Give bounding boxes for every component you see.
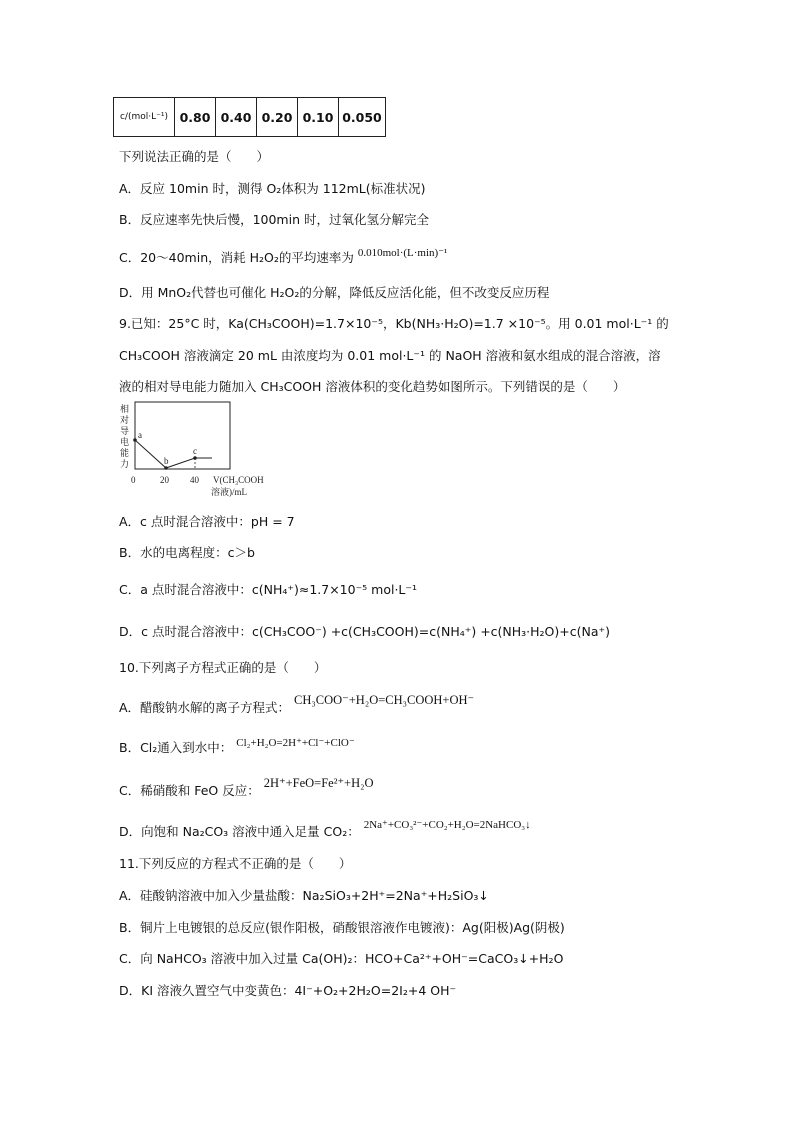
q10-option-a-formula: CH₃COO⁻+H₂O=CH₃COOH+OH⁻ [294, 693, 475, 707]
table-cell: 0.80 [175, 98, 216, 137]
table-row [114, 98, 386, 137]
graph-tick-20: 20 [160, 475, 169, 485]
q10-option-b-text: B．Cl₂通入到水中： [119, 740, 233, 755]
table-header-cell: c/(mol·L⁻¹) [114, 98, 175, 137]
q9-stem-line1: 9.已知：25°C 时，Ka(CH₃COOH)=1.7×10⁻⁵，Kb(NH₃·H₂O)=1.7 ×10⁻⁵。用 0.01 mol·L⁻¹ 的 [119, 316, 669, 331]
q11-option-a: A．硅酸钠溶液中加入少量盐酸：Na₂SiO₃+2H⁺=2Na⁺+H₂SiO₃↓ [119, 888, 489, 903]
q11-option-b: B．铜片上电镀银的总反应(银作阳极，硝酸银溶液作电镀液)：Ag(阳极)Ag(阴极) [119, 920, 565, 935]
graph-curve [135, 440, 212, 468]
q8-option-c-formula: 0.010mol·(L·min)⁻¹ [357, 247, 448, 259]
table-cell: 0.20 [257, 98, 298, 137]
q8-option-a: A．反应 10min 时，测得 O₂体积为 112mL(标准状况) [119, 181, 426, 196]
q9-option-c: C．a 点时混合溶液中：c(NH₄⁺)≈1.7×10⁻⁵ mol·L⁻¹ [119, 582, 418, 597]
q10-option-b-formula: Cl₂+H₂O=2H⁺+Cl⁻+ClO⁻ [236, 737, 355, 749]
q10-option-b [119, 738, 355, 756]
q8-option-d: D．用 MnO₂代替也可催化 H₂O₂的分解，降低反应活化能，但不改变反应历程 [119, 285, 550, 300]
graph-ylabel-char: 对 [120, 415, 130, 425]
graph-point-c [193, 456, 197, 460]
q9-stem-line2: CH₃COOH 溶液滴定 20 mL 由浓度均为 0.01 mol·L⁻¹ 的 NaOH 溶液和氨水组成的混合溶液，溶 [119, 348, 661, 363]
q11-stem: 11.下列反应的方程式不正确的是（ ） [119, 856, 352, 871]
q8-option-c [119, 248, 447, 266]
q10-stem: 10.下列离子方程式正确的是（ ） [119, 660, 327, 675]
q8-option-b: B．反应速率先快后慢，100min 时，过氧化氢分解完全 [119, 212, 429, 227]
graph-label-c: c [193, 446, 197, 456]
q9-option-a: A．c 点时混合溶液中：pH = 7 [119, 514, 295, 529]
table-cell: 0.050 [339, 98, 386, 137]
table-cell: 0.10 [298, 98, 339, 137]
q10-option-d-text: D．向饱和 Na₂CO₃ 溶液中通入足量 CO₂： [119, 824, 360, 839]
q9-stem-line3: 液的相对导电能力随加入 CH₃COOH 溶液体积的变化趋势如图所示。下列错误的是（ ） [119, 379, 626, 394]
q10-option-a-text: A．醋酸钠水解的离子方程式： [119, 700, 291, 715]
graph-ylabel-char: 相 [120, 404, 130, 414]
q9-option-b: B．水的电离程度：c＞b [119, 545, 255, 560]
q11-option-d: D．KI 溶液久置空气中变黄色：4I⁻+O₂+2H₂O=2I₂+4 OH⁻ [119, 983, 457, 998]
graph-tick-40: 40 [190, 475, 199, 485]
q10-option-d [119, 819, 531, 840]
graph-tick-0: 0 [131, 475, 136, 485]
q9-option-d: D．c 点时混合溶液中：c(CH₃COO⁻) +c(CH₃COOH)=c(NH₄⁺) +c(NH₃·H₂O)+c(Na⁺) [119, 624, 610, 639]
graph-ylabel-char: 导 [120, 426, 130, 436]
graph-frame [135, 402, 230, 469]
concentration-table [113, 97, 386, 137]
q8-stem: 下列说法正确的是（ ） [119, 149, 270, 164]
graph-label-b: b [164, 456, 169, 466]
graph-ylabel-char: 能 [120, 448, 130, 458]
q10-option-a [119, 693, 475, 716]
q10-option-d-formula: 2Na⁺+CO₃²⁻+CO₂+H₂O=2NaHCO₃↓ [363, 819, 531, 831]
table-cell: 0.40 [216, 98, 257, 137]
graph-xlabel-line1: V(CH₃COOH [213, 475, 264, 485]
q10-option-c [119, 776, 374, 799]
graph-label-a: a [138, 430, 142, 440]
q10-option-c-formula: 2H⁺+FeO=Fe²⁺+H₂O [263, 776, 374, 790]
graph-ylabel-char: 力 [120, 459, 130, 469]
q8-option-c-text: C．20～40min，消耗 H₂O₂的平均速率为 [119, 250, 354, 265]
graph-point-b [164, 466, 168, 470]
conductivity-graph [117, 400, 277, 500]
q10-option-c-text: C．稀硝酸和 FeO 反应： [119, 783, 260, 798]
graph-point-a [133, 438, 137, 442]
graph-ylabel-char: 电 [120, 437, 130, 447]
graph-xlabel-line2: 溶液)/mL [211, 487, 247, 497]
q11-option-c: C．向 NaHCO₃ 溶液中加入过量 Ca(OH)₂：HCO+Ca²⁺+OH⁻=CaCO₃↓+H₂O [119, 951, 564, 966]
